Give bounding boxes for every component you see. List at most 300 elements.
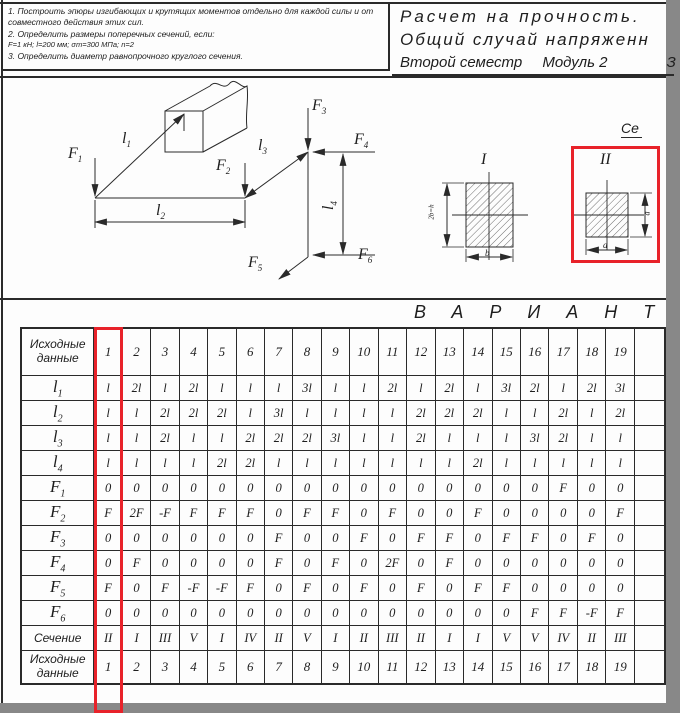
table-cell: II xyxy=(407,626,435,651)
column-header: 11 xyxy=(378,328,407,376)
table-cell: 0 xyxy=(521,501,549,526)
table-cell: 0 xyxy=(521,551,549,576)
force-arrow-f5 xyxy=(279,257,308,279)
table-cell: 3l xyxy=(492,376,520,401)
table-cell: 0 xyxy=(606,576,634,601)
table-cell: 2F xyxy=(378,551,407,576)
table-cell: l xyxy=(208,376,236,401)
table-cell: l xyxy=(321,376,349,401)
table-cell: l xyxy=(293,451,321,476)
table-cell: 0 xyxy=(464,601,492,626)
column-header: 7 xyxy=(264,328,292,376)
table-cell: F xyxy=(293,576,321,601)
table-cell: l xyxy=(378,401,407,426)
table-cell: I xyxy=(464,626,492,651)
table-cell: l xyxy=(350,401,378,426)
section-two-label: II xyxy=(600,151,611,168)
column-footer: 13 xyxy=(435,651,463,685)
table-cell: 0 xyxy=(577,551,605,576)
column-footer: 10 xyxy=(350,651,378,685)
table-cell: 3l xyxy=(606,376,634,401)
table-cell: l xyxy=(264,376,292,401)
task-item-3: 3. Определить диаметр равнопрочного круглого сечения. xyxy=(8,50,243,61)
table-cell: 0 xyxy=(264,601,292,626)
column-footer: 16 xyxy=(521,651,549,685)
table-cell: 2l xyxy=(549,426,577,451)
table-cell: 0 xyxy=(236,601,264,626)
table-cell: 0 xyxy=(350,551,378,576)
table-cell: 0 xyxy=(492,501,520,526)
column-footer: 7 xyxy=(264,651,292,685)
table-cell: 0 xyxy=(435,501,463,526)
table-cell: F xyxy=(179,501,207,526)
table-cell: 0 xyxy=(179,476,207,501)
semester-label: Второй семестр xyxy=(400,54,523,71)
row-label: $F_6$ xyxy=(21,601,94,626)
length-label-l2: $l_2$ xyxy=(156,202,165,222)
table-cell: 0 xyxy=(208,476,236,501)
column-header: 19 xyxy=(606,328,634,376)
table-cell: 0 xyxy=(549,526,577,551)
table-cell: F xyxy=(549,601,577,626)
row-label: $l_3$ xyxy=(21,426,94,451)
table-cell: l xyxy=(122,401,151,426)
table-cell: 2l xyxy=(407,426,435,451)
highlight-box-variant-column-1 xyxy=(94,327,123,713)
table-cell: 0 xyxy=(521,476,549,501)
section-one-height-dim-label: 2b=h xyxy=(427,204,436,220)
table-cell: 0 xyxy=(321,576,349,601)
table-cell: 0 xyxy=(208,601,236,626)
table-cell: 0 xyxy=(549,576,577,601)
table-cell: 2l xyxy=(435,401,463,426)
table-cell: 0 xyxy=(321,601,349,626)
row-label: $F_4$ xyxy=(21,551,94,576)
table-cell-partial xyxy=(634,401,665,426)
table-cell: 0 xyxy=(151,601,179,626)
table-cell: l xyxy=(151,376,179,401)
column-header: 9 xyxy=(321,328,349,376)
table-cell: l xyxy=(606,426,634,451)
table-cell-partial xyxy=(634,551,665,576)
table-section-separator-line xyxy=(0,298,666,300)
table-cell-partial xyxy=(634,526,665,551)
row-label: $l_2$ xyxy=(21,401,94,426)
table-cell: II xyxy=(350,626,378,651)
table-cell: l xyxy=(293,401,321,426)
force-label-f4: $F_4$ xyxy=(354,131,369,151)
table-cell: 0 xyxy=(151,476,179,501)
table-cell: 0 xyxy=(492,551,520,576)
table-cell: 0 xyxy=(407,501,435,526)
row-label: Сечение xyxy=(21,626,94,651)
force-label-f3: $F_3$ xyxy=(312,97,327,117)
table-cell-partial xyxy=(634,376,665,401)
table-cell: 0 xyxy=(435,576,463,601)
table-cell: 0 xyxy=(179,551,207,576)
table-cell: l xyxy=(407,451,435,476)
table-cell: 0 xyxy=(122,476,151,501)
table-cell: l xyxy=(464,376,492,401)
table-cell: F xyxy=(94,576,122,601)
table-cell: 0 xyxy=(293,601,321,626)
table-footer-label: Исходные данные xyxy=(21,651,94,685)
table-cell: 0 xyxy=(492,601,520,626)
table-cell: 2l xyxy=(378,376,407,401)
table-cell: 2l xyxy=(606,401,634,426)
column-footer: 19 xyxy=(606,651,634,685)
column-footer: 18 xyxy=(577,651,605,685)
table-cell: 3l xyxy=(321,426,349,451)
section-one-width-dim-label: b xyxy=(485,248,490,258)
table-cell: 0 xyxy=(264,576,292,601)
module-label: Модуль 2 xyxy=(542,54,608,71)
table-cell: V xyxy=(521,626,549,651)
row-label: $F_3$ xyxy=(21,526,94,551)
segment-l1 xyxy=(95,114,184,198)
table-corner-label: Исходные данные xyxy=(21,328,94,376)
table-cell: I xyxy=(321,626,349,651)
table-cell: F xyxy=(606,601,634,626)
row-label: $F_2$ xyxy=(21,501,94,526)
table-cell-partial xyxy=(634,426,665,451)
table-cell-partial xyxy=(634,626,665,651)
table-cell: l xyxy=(321,451,349,476)
column-footer: 15 xyxy=(492,651,520,685)
column-header: 10 xyxy=(350,328,378,376)
column-footer: 8 xyxy=(293,651,321,685)
table-cell: 0 xyxy=(94,526,122,551)
table-cell: 0 xyxy=(293,551,321,576)
column-footer: 9 xyxy=(321,651,349,685)
column-header-partial xyxy=(634,328,665,376)
title-line-3 xyxy=(400,54,674,71)
beam-and-sections-drawing xyxy=(0,78,666,298)
table-cell: l xyxy=(208,426,236,451)
table-cell: 0 xyxy=(94,551,122,576)
table-cell: l xyxy=(521,451,549,476)
table-cell: 0 xyxy=(94,476,122,501)
table-cell: l xyxy=(492,451,520,476)
column-footer: 11 xyxy=(378,651,407,685)
table-cell: F xyxy=(264,551,292,576)
table-cell: V xyxy=(492,626,520,651)
table-cell: l xyxy=(492,401,520,426)
table-cell: F xyxy=(321,551,349,576)
column-header: 8 xyxy=(293,328,321,376)
column-header: 3 xyxy=(151,328,179,376)
row-label: $F_1$ xyxy=(21,476,94,501)
table-cell: 2l xyxy=(264,426,292,451)
table-cell: l xyxy=(236,376,264,401)
table-cell: 0 xyxy=(264,501,292,526)
table-cell: F xyxy=(464,576,492,601)
table-cell: l xyxy=(94,451,122,476)
table-cell: F xyxy=(350,526,378,551)
table-cell: F xyxy=(208,501,236,526)
table-cell: 0 xyxy=(577,476,605,501)
section-two-height-dim-label: a xyxy=(642,211,652,216)
column-footer-partial xyxy=(634,651,665,685)
table-cell: l xyxy=(378,426,407,451)
column-footer: 6 xyxy=(236,651,264,685)
column-header: 18 xyxy=(577,328,605,376)
column-footer: 17 xyxy=(549,651,577,685)
table-cell: 2l xyxy=(577,376,605,401)
table-cell: l xyxy=(606,451,634,476)
table-cell: 2F xyxy=(122,501,151,526)
table-cell: II xyxy=(264,626,292,651)
force-label-f5: $F_5$ xyxy=(248,254,263,274)
table-cell: 0 xyxy=(179,601,207,626)
section-two-width-dim-label: a xyxy=(603,240,608,250)
table-cell: -F xyxy=(179,576,207,601)
table-cell: 2l xyxy=(407,401,435,426)
table-cell: F xyxy=(549,476,577,501)
table-cell: F xyxy=(492,526,520,551)
table-cell: l xyxy=(179,451,207,476)
table-cell: 0 xyxy=(179,526,207,551)
table-cell: 2l xyxy=(236,451,264,476)
table-cell: II xyxy=(577,626,605,651)
table-cell: 0 xyxy=(264,476,292,501)
table-cell: 0 xyxy=(94,601,122,626)
table-cell: 0 xyxy=(122,576,151,601)
table-cell: 0 xyxy=(293,476,321,501)
table-cell: 0 xyxy=(492,476,520,501)
highlight-box-section-two xyxy=(571,146,660,263)
table-cell: l xyxy=(521,401,549,426)
table-cell: l xyxy=(321,401,349,426)
table-cell: 0 xyxy=(378,526,407,551)
table-cell-partial xyxy=(634,601,665,626)
table-cell: l xyxy=(378,451,407,476)
table-cell: 0 xyxy=(464,526,492,551)
row-label: $F_5$ xyxy=(21,576,94,601)
table-cell: 0 xyxy=(350,601,378,626)
table-cell: 0 xyxy=(151,526,179,551)
title-line-1: Расчет на прочность. xyxy=(400,7,641,26)
table-cell: 2l xyxy=(293,426,321,451)
table-cell: F xyxy=(435,551,463,576)
column-header: 14 xyxy=(464,328,492,376)
table-cell: l xyxy=(435,426,463,451)
table-cell: 2l xyxy=(521,376,549,401)
table-cell: l xyxy=(407,376,435,401)
table-cell: II xyxy=(94,626,122,651)
table-cell: l xyxy=(179,426,207,451)
column-header: 1 xyxy=(94,328,122,376)
table-cell: III xyxy=(378,626,407,651)
table-cell: 0 xyxy=(606,526,634,551)
length-label-l4: $l_4$ xyxy=(319,201,340,211)
table-cell: IV xyxy=(549,626,577,651)
table-cell: III xyxy=(151,626,179,651)
section-one-label: I xyxy=(481,151,487,168)
table-cell: l xyxy=(122,451,151,476)
table-cell: 0 xyxy=(407,476,435,501)
table-cell: V xyxy=(293,626,321,651)
title-block xyxy=(392,2,674,76)
column-header: 13 xyxy=(435,328,463,376)
task-given-values: F=1 кН; l=200 мм; σт=300 МПа; n=2 xyxy=(8,40,134,50)
table-cell: 2l xyxy=(122,376,151,401)
table-cell: 0 xyxy=(122,601,151,626)
column-footer: 5 xyxy=(208,651,236,685)
table-cell: F xyxy=(378,501,407,526)
table-cell: 0 xyxy=(151,551,179,576)
row-label: $l_4$ xyxy=(21,451,94,476)
table-cell: 0 xyxy=(407,551,435,576)
table-cell: l xyxy=(549,376,577,401)
table-cell: F xyxy=(264,526,292,551)
column-header: 12 xyxy=(407,328,435,376)
force-label-f6: $F_6$ xyxy=(358,246,373,266)
variant-table-title: ВАРИАНТ xyxy=(414,302,680,322)
table-cell: 2l xyxy=(151,401,179,426)
table-cell: 0 xyxy=(549,551,577,576)
assignment-label-partial: З xyxy=(666,54,676,71)
table-cell: 2l xyxy=(435,376,463,401)
sections-header-partial: Се xyxy=(621,120,642,138)
table-cell: 0 xyxy=(122,526,151,551)
table-cell: 0 xyxy=(350,476,378,501)
table-cell: F xyxy=(577,526,605,551)
table-cell: 0 xyxy=(521,576,549,601)
table-cell: 3l xyxy=(521,426,549,451)
table-cell: 0 xyxy=(606,476,634,501)
segment-l3 xyxy=(245,152,308,198)
table-cell: l xyxy=(577,451,605,476)
table-cell: F xyxy=(350,576,378,601)
table-cell: IV xyxy=(236,626,264,651)
column-header: 6 xyxy=(236,328,264,376)
column-footer: 3 xyxy=(151,651,179,685)
table-cell: 0 xyxy=(577,501,605,526)
table-cell: l xyxy=(350,451,378,476)
table-cell: 0 xyxy=(549,501,577,526)
table-cell: 0 xyxy=(407,601,435,626)
table-cell: F xyxy=(464,501,492,526)
table-cell: l xyxy=(350,376,378,401)
table-cell: 0 xyxy=(236,526,264,551)
table-cell: 3l xyxy=(264,401,292,426)
task-item-2: 2. Определить размеры поперечных сечений, если: xyxy=(8,28,215,39)
length-label-l3: $l_3$ xyxy=(258,137,267,157)
table-cell: 2l xyxy=(151,426,179,451)
table-cell: F xyxy=(94,501,122,526)
table-cell: 0 xyxy=(208,551,236,576)
row-label: $l_1$ xyxy=(21,376,94,401)
column-footer: 14 xyxy=(464,651,492,685)
table-cell: 2l xyxy=(179,401,207,426)
column-footer: 2 xyxy=(122,651,151,685)
length-label-l1: $l_1$ xyxy=(122,130,131,150)
column-footer: 4 xyxy=(179,651,207,685)
table-cell-partial xyxy=(634,501,665,526)
table-cell: 3l xyxy=(293,376,321,401)
table-cell: l xyxy=(264,451,292,476)
table-cell: 0 xyxy=(236,551,264,576)
table-cell: 2l xyxy=(464,451,492,476)
table-cell: l xyxy=(122,426,151,451)
table-cell: 0 xyxy=(435,601,463,626)
table-cell: V xyxy=(179,626,207,651)
table-cell: F xyxy=(521,601,549,626)
table-cell: F xyxy=(606,501,634,526)
force-label-f2: $F_2$ xyxy=(216,157,231,177)
table-cell: F xyxy=(321,501,349,526)
table-cell-partial xyxy=(634,451,665,476)
table-cell: 0 xyxy=(577,576,605,601)
table-cell: F xyxy=(407,576,435,601)
title-line-2: Общий случай напряженн xyxy=(400,30,650,49)
table-cell: 0 xyxy=(350,501,378,526)
column-header: 16 xyxy=(521,328,549,376)
table-cell: I xyxy=(435,626,463,651)
table-cell: 2l xyxy=(208,401,236,426)
table-cell: F xyxy=(521,526,549,551)
table-cell: III xyxy=(606,626,634,651)
table-cell: l xyxy=(94,401,122,426)
table-cell: 0 xyxy=(464,476,492,501)
column-header: 4 xyxy=(179,328,207,376)
table-cell: 0 xyxy=(378,601,407,626)
table-cell: l xyxy=(435,451,463,476)
table-cell: l xyxy=(577,401,605,426)
table-cell: 0 xyxy=(293,526,321,551)
table-cell: 0 xyxy=(378,576,407,601)
table-cell: l xyxy=(350,426,378,451)
table-cell: F xyxy=(151,576,179,601)
column-header: 15 xyxy=(492,328,520,376)
table-cell: F xyxy=(492,576,520,601)
column-header: 5 xyxy=(208,328,236,376)
table-cell: 0 xyxy=(464,551,492,576)
column-footer: 1 xyxy=(94,651,122,685)
table-cell: -F xyxy=(577,601,605,626)
table-cell: 2l xyxy=(236,426,264,451)
table-cell: l xyxy=(94,376,122,401)
table-cell: -F xyxy=(151,501,179,526)
table-cell-partial xyxy=(634,476,665,501)
task-item-1: 1. Построить эпюры изгибающих и крутящих моментов отдельно для каждой силы и от совместного действия этих сил. xyxy=(8,6,374,28)
table-cell: F xyxy=(236,501,264,526)
table-cell: l xyxy=(236,401,264,426)
table-cell: I xyxy=(208,626,236,651)
table-cell: 0 xyxy=(435,476,463,501)
table-cell: 2l xyxy=(208,451,236,476)
table-cell: l xyxy=(151,451,179,476)
table-cell: l xyxy=(464,426,492,451)
table-cell: 0 xyxy=(606,551,634,576)
table-cell: 2l xyxy=(464,401,492,426)
table-cell: F xyxy=(236,576,264,601)
table-cell: 0 xyxy=(378,476,407,501)
force-label-f1: $F_1$ xyxy=(68,145,83,165)
table-cell: F xyxy=(122,551,151,576)
column-footer: 12 xyxy=(407,651,435,685)
table-cell: l xyxy=(492,426,520,451)
table-cell: l xyxy=(577,426,605,451)
table-cell: F xyxy=(407,526,435,551)
tasks-box xyxy=(2,2,390,71)
table-cell: l xyxy=(94,426,122,451)
table-cell: 0 xyxy=(321,476,349,501)
table-cell: l xyxy=(549,451,577,476)
table-cell: F xyxy=(293,501,321,526)
table-cell: F xyxy=(435,526,463,551)
